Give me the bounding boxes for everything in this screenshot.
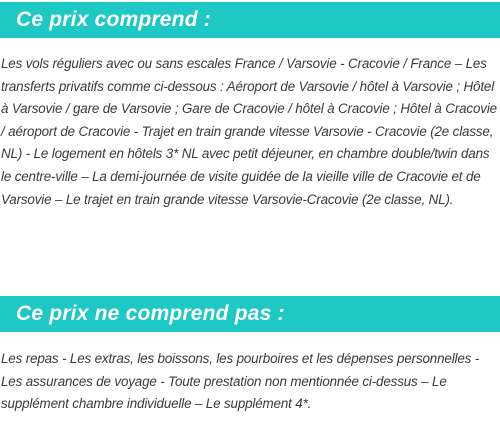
includes-section-title: Ce prix comprend :	[16, 8, 211, 31]
excludes-section-title: Ce prix ne comprend pas :	[16, 302, 285, 325]
includes-description: Les vols réguliers avec ou sans escales France / Varsovie - Cracovie / France – Les transferts privatifs comme ci-dessous : Aéroport de Varsovie / hôtel à Varsovie ; Hôtel à Varsovie / gare de Varsovie ; Gare de Cracovie / hôtel à Cracovie ; Hôtel à Cracovie / aéroport de Cracovie - Trajet en train grande vitesse Varsovie - Cracovie (2e classe, NL) - Le logement en hôtels 3* NL avec petit déjeuner, en chambre double/twin dans le centre-ville – La demi-journée de visite guidée de la vieille ville de Cracovie et de Varsovie – Le trajet en train grande vitesse Varsovie-Cracovie (2e classe, NL).	[1, 56, 497, 207]
excludes-description: Les repas - Les extras, les boissons, les pourboires et les dépenses personnelles - Les assurances de voyage - Toute prestation non mentionnée ci-dessus – Le supplément chambre individuelle – Le supplément 4*.	[1, 351, 480, 412]
excludes-section-header	[0, 296, 500, 332]
includes-section-header	[0, 2, 500, 38]
